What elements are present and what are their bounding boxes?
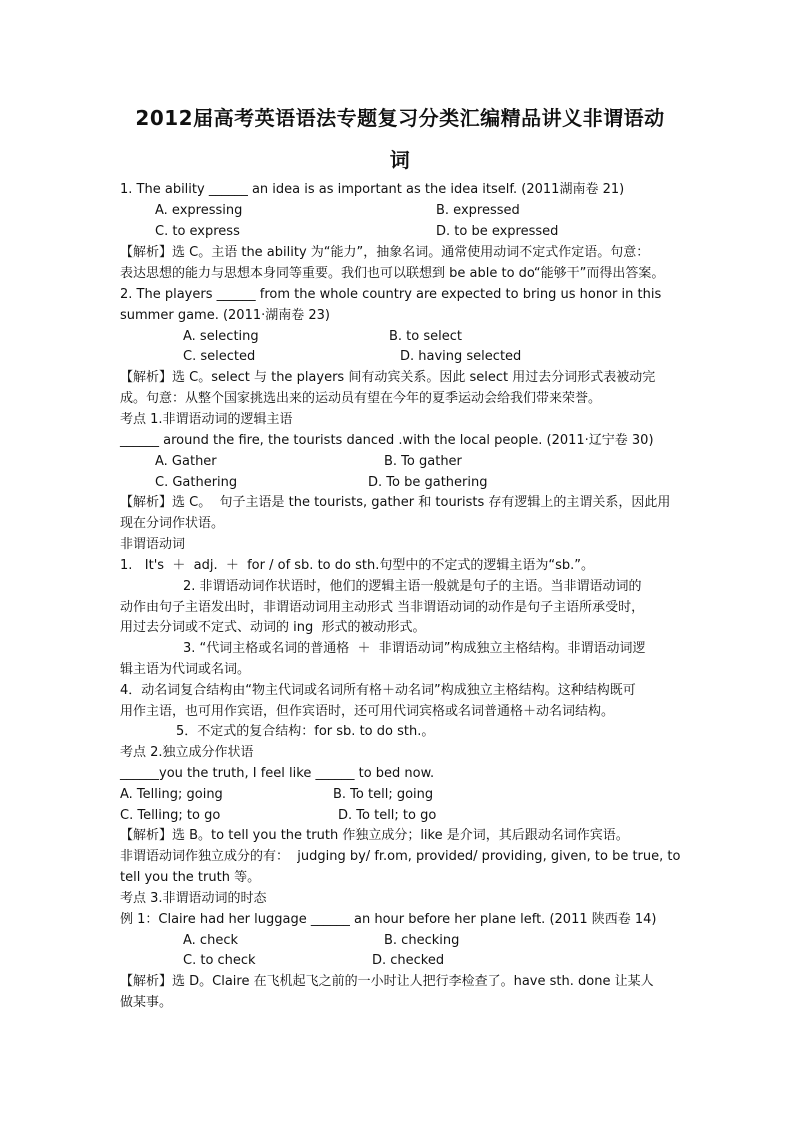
section-heading-point-1: 考点 1.非谓语动词的逻辑主语: [120, 412, 293, 427]
question-4-option-b: B. To tell; going: [333, 787, 434, 802]
document-title-line-2: 词: [389, 148, 411, 172]
rule-3-line-1: 3. “代词主格或名词的普通格 ＋ 非谓语动词”构成独立主格结构。非谓语动词逻: [183, 641, 646, 656]
rule-3-line-2: 辑主语为代词或名词。: [120, 662, 251, 677]
rule-1: 1. It's ＋ adj. ＋ for / of sb. to do sth.句型中的不定式的逻辑主语为“sb.”。: [120, 558, 594, 573]
example-1-option-d: D. checked: [372, 953, 445, 968]
question-2-option-d: D. having selected: [400, 349, 522, 364]
question-4-option-a: A. Telling; going: [120, 787, 223, 802]
rule-5: 5．不定式的复合结构：for sb. to do sth.。: [176, 724, 435, 739]
question-4-option-c: C. Telling; to go: [120, 808, 221, 823]
document-title-line-1: 2012届高考英语语法专题复习分类汇编精品讲义非谓语动: [135, 106, 665, 130]
question-1-option-b: B. expressed: [436, 203, 520, 218]
question-3-option-d: D. To be gathering: [368, 475, 488, 490]
question-2-analysis-line-2: 成。句意：从整个国家挑选出来的运动员有望在今年的夏季运动会给我们带来荣誉。: [120, 391, 602, 406]
example-1-stem: 例 1：Claire had her luggage ______ an hour before her plane left. (2011 陕西卷 14): [120, 912, 657, 927]
question-2-analysis-line-1: 【解析】选 C。select 与 the players 间有动宾关系。因此 select 用过去分词形式表被动完: [120, 370, 656, 385]
question-4-stem: ______you the truth, I feel like ______ to bed now.: [120, 766, 435, 781]
section-heading-point-3: 考点 3.非谓语动词的时态: [120, 891, 267, 906]
example-1-analysis-line-2: 做某事。: [120, 995, 173, 1010]
independent-elements-line-1: 非谓语动词作独立成分的有： judging by/ fr.om, provided/ providing, given, to be true, to: [120, 849, 681, 864]
question-4-analysis: 【解析】选 B。to tell you the truth 作独立成分；like 是介词，其后跟动名词作宾语。: [120, 828, 629, 843]
question-1-option-c: C. to express: [155, 224, 240, 239]
question-4-option-d: D. To tell; to go: [338, 808, 437, 823]
question-1-stem: 1. The ability ______ an idea is as important as the idea itself. (2011湖南卷 21): [120, 182, 625, 197]
question-3-option-a: A. Gather: [155, 454, 217, 469]
question-3-analysis-line-1: 【解析】选 C。 句子主语是 the tourists, gather 和 tourists 存有逻辑上的主谓关系，因此用: [120, 495, 671, 510]
question-3-analysis-line-2: 现在分词作状语。: [120, 516, 225, 531]
rule-4-line-1: 4．动名词复合结构由“物主代词或名词所有格＋动名词”构成独立主格结构。这种结构既可: [120, 683, 636, 698]
question-2-option-b: B. to select: [389, 329, 462, 344]
rule-2-line-2: 动作由句子主语发出时，非谓语动词用主动形式 当非谓语动词的动作是句子主语所承受时，: [120, 600, 645, 615]
example-1-analysis-line-1: 【解析】选 D。Claire 在飞机起飞之前的一小时让人把行李检查了。have sth. done 让某人: [120, 974, 654, 989]
section-heading-non-finite: 非谓语动词: [120, 537, 186, 552]
question-2-option-c: C. selected: [183, 349, 256, 364]
question-3-option-b: B. To gather: [384, 454, 462, 469]
question-2-stem-line-2: summer game. (2011·湖南卷 23): [120, 308, 330, 323]
question-2-stem-line-1: 2. The players ______ from the whole country are expected to bring us honor in this: [120, 287, 662, 302]
example-1-option-a: A. check: [183, 933, 238, 948]
question-1-option-a: A. expressing: [155, 203, 243, 218]
question-2-option-a: A. selecting: [183, 329, 259, 344]
question-1-analysis-line-2: 表达思想的能力与思想本身同等重要。我们也可以联想到 be able to do“能够干”而得出答案。: [120, 266, 665, 281]
section-heading-point-2: 考点 2.独立成分作状语: [120, 745, 254, 760]
independent-elements-line-2: tell you the truth 等。: [120, 870, 261, 885]
question-3-option-c: C. Gathering: [155, 475, 238, 490]
rule-2-line-1: 2. 非谓语动词作状语时，他们的逻辑主语一般就是句子的主语。当非谓语动词的: [183, 579, 642, 594]
question-1-option-d: D. to be expressed: [436, 224, 559, 239]
rule-4-line-2: 用作主语，也可用作宾语，但作宾语时，还可用代词宾格或名词普通格＋动名词结构。: [120, 704, 615, 719]
rule-2-line-3: 用过去分词或不定式、动词的 ing 形式的被动形式。: [120, 620, 426, 635]
question-3-stem: ______ around the fire, the tourists danced .with the local people. (2011·辽宁卷 30): [120, 433, 654, 448]
question-1-analysis-line-1: 【解析】选 C。主语 the ability 为“能力”，抽象名词。通常使用动词不定式作定语。句意：: [120, 245, 650, 260]
example-1-option-b: B. checking: [384, 933, 460, 948]
example-1-option-c: C. to check: [183, 953, 256, 968]
